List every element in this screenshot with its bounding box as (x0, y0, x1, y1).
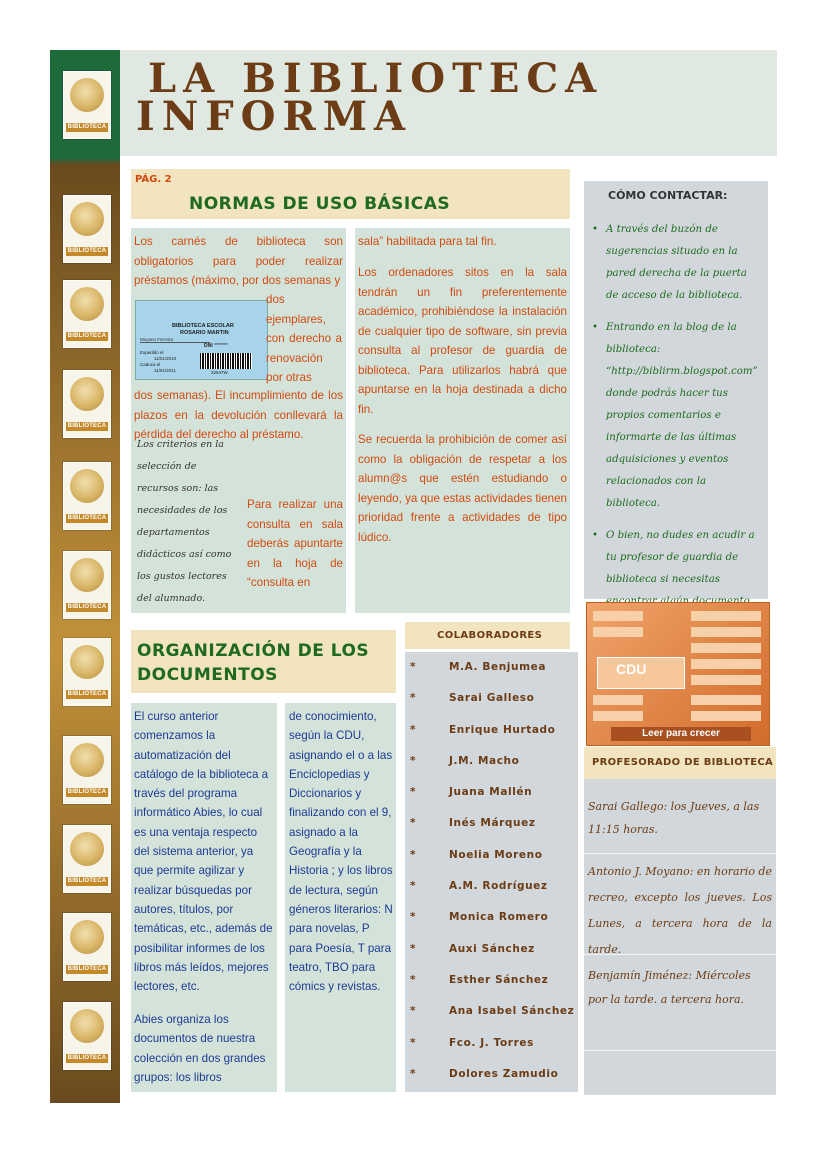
colaborador-name: Noelia Moreno (449, 848, 543, 861)
profesor-entry: Benjamín Jiménez: Miércoles por la tarde. a tercera hora. (588, 969, 751, 1006)
colaboradores-title: COLABORADORES (437, 630, 543, 641)
normas-text: dos ejemplares, con derecho a renovación por otras (266, 293, 342, 384)
colaborador-name: M.A. Benjumea (449, 661, 547, 673)
organizacion-title-line2: DOCUMENTOS (137, 665, 278, 685)
library-logo-image: BIBLIOTECA (63, 370, 111, 438)
normas-header-panel (131, 169, 570, 219)
library-logo-image: BIBLIOTECA (63, 913, 111, 981)
normas-text: Se recuerda la prohibición de comer así como la obligación de respetar a los alumn@s que estén estudiando o leyendo, ya que estas actividades tienen prioridad frente a actividades de tipo lúdico. (358, 433, 567, 544)
library-logo-image: BIBLIOTECA (63, 195, 111, 263)
normas-text: dos semanas). El incumplimiento de los plazos en la devolución conllevará la pérdida del derecho al préstamo. (134, 389, 343, 441)
card-barcode-number: 32947W (211, 370, 228, 375)
bullet-icon: * (410, 911, 417, 924)
organizacion-header-panel (131, 630, 396, 693)
profesor-entry: Antonio J. Moyano: en horario de recreo, excepto los jueves. Los Lunes, a tercera hora de la tarde. (588, 865, 772, 956)
bullet-icon: * (410, 817, 417, 830)
contacto-item: • O bien, no dudes en acudir a tu profesor de guardia de biblioteca si necesitas (592, 530, 755, 585)
bullet-icon: * (410, 1005, 417, 1018)
normas-text: Para realizar una consulta en sala deberás apuntarte en la hoja de “consulta en (247, 498, 343, 589)
poster-cdu-label: CDU (616, 661, 647, 677)
colaborador-item (405, 937, 578, 968)
library-logo-image: BIBLIOTECA (63, 736, 111, 804)
bullet-icon: * (410, 692, 417, 705)
colaborador-item (405, 749, 578, 780)
bullet-icon: * (410, 723, 417, 736)
colaborador-name: A.M. Rodríguez (449, 880, 548, 893)
normas-text: Los carnés de biblioteca son obligatorios para poder realizar préstamos (máximo, por dos semanas y (134, 235, 343, 287)
card-expires-label: Caduca el (140, 362, 161, 367)
colaborador-name: Dolores Zamudio (449, 1067, 559, 1080)
colaborador-item (405, 999, 578, 1030)
normas-column-1 (131, 228, 346, 613)
normas-text: Los ordenadores sitos en la sala tendrán un fin preferentemente académico, prohibiéndose la instalación de cualquier tipo de software, sin previa consulta al profesor de guardia de biblioteca. Para utilizarlos habrá que apuntarse en la hoja destinada a dicho fin. (358, 266, 567, 416)
library-card-image (135, 300, 268, 380)
colaborador-name: Fco. J. Torres (449, 1036, 534, 1049)
contacto-item: • A través del buzón de sugerencias situado en la pared derecha de la puerta de acceso de la biblioteca. (592, 224, 747, 301)
cdu-poster-image (586, 602, 770, 746)
normas-title: NORMAS DE USO BÁSICAS (189, 194, 451, 214)
library-logo-image: BIBLIOTECA (63, 280, 111, 348)
colaborador-name: Esther Sánchez (449, 973, 549, 986)
colaborador-item (405, 655, 578, 686)
colaboradores-header-panel (405, 622, 570, 649)
bullet-icon: * (410, 942, 417, 955)
colaborador-name: Auxi Sánchez (449, 942, 535, 955)
colaborador-item (405, 843, 578, 874)
bullet-icon: * (410, 754, 417, 767)
colaborador-name: Enrique Hurtado (449, 723, 556, 736)
colaboradores-list (405, 655, 578, 1093)
colaborador-item (405, 874, 578, 905)
organizacion-text: Abies organiza los documentos de nuestra colección en dos grandes grupos: los libros (134, 1013, 266, 1084)
bullet-icon: * (410, 848, 417, 861)
colaborador-item (405, 1062, 578, 1093)
colaborador-item (405, 718, 578, 749)
organizacion-title (137, 639, 369, 687)
bullet-icon: * (410, 880, 417, 893)
sidebar-decoration (50, 50, 120, 1103)
card-expires-date: 11/01/2011 (154, 368, 176, 373)
normas-text: sala” habilitada para tal fin. (358, 235, 497, 248)
card-line2: ROSARIO MARTIN (180, 330, 229, 336)
criterios-note: Los criterios en la selección de recursos son: las necesidades de los departamentos didácticos así como los gustos lectores del alumnado. (137, 439, 232, 604)
colaborador-name: Inés Márquez (449, 817, 536, 830)
library-logo-image: BIBLIOTECA (63, 71, 111, 139)
card-barcode (200, 353, 252, 369)
card-dni-value: ******* (214, 343, 228, 349)
colaborador-name: Sarai Galleso (449, 692, 535, 705)
bullet-icon: * (410, 661, 417, 673)
library-logo-image: BIBLIOTECA (63, 638, 111, 706)
card-line1: BIBLIOTECA ESCOLAR (172, 323, 234, 329)
bullet-icon: * (410, 1036, 417, 1049)
profesorado-panel (584, 779, 776, 1095)
page-number: PÁG. 2 (135, 174, 172, 185)
contacto-list (592, 219, 762, 613)
organizacion-text: de conocimiento, según la CDU, asignando el o a las Enciclopedias y Diccionarios y finalizando con el 9, asignado a la Geografía y la Historia ; y los libros de lectura, según géneros literarios: N para novelas, P para Poesía, T para teatro, TBO para cómics y revistas. (289, 710, 393, 994)
contacto-panel (584, 181, 768, 599)
library-logo-image: BIBLIOTECA (63, 551, 111, 619)
poster-caption: Leer para crecer (611, 727, 751, 741)
library-logo-image: BIBLIOTECA (63, 1002, 111, 1070)
colaborador-item (405, 1031, 578, 1062)
card-dni-label: DNI (204, 343, 213, 349)
card-name: Moyano Ferreira (140, 337, 210, 343)
normas-column-2 (355, 228, 570, 613)
colaborador-name: J.M. Macho (449, 754, 520, 767)
colaborador-item (405, 686, 578, 717)
contacto-title: CÓMO CONTACTAR: (608, 189, 728, 202)
colaborador-name: Monica Romero (449, 911, 549, 924)
profesorado-header-panel (584, 747, 776, 779)
colaborador-item (405, 811, 578, 842)
bullet-icon: * (410, 973, 417, 986)
colaborador-name: Juana Mallén (449, 786, 533, 799)
card-issued-label: Expedido el (140, 350, 164, 355)
colaborador-item (405, 968, 578, 999)
colaboradores-panel (405, 652, 578, 1092)
library-logo-image: BIBLIOTECA (63, 825, 111, 893)
organizacion-text: El curso anterior comenzamos la automatización del catálogo de la biblioteca a través del programa informático Abies, lo cual es una ventaja respecto del sistema anterior, ya que permite agilizar y realizar búsquedas por autores, títulos, por temáticas, etc., además de posibilitar informes de los libros más leídos, mejores lectores, etc. (134, 710, 273, 994)
organizacion-column-1 (131, 703, 277, 1092)
contacto-item: • Entrando en la blog de la biblioteca: “http://biblirm.blogspot.com” donde podrás hacer tus propios comentarios e informarte de las últimas adquisiciones y eventos relacionados con la biblioteca. (592, 322, 758, 509)
header-banner (120, 50, 777, 156)
bullet-icon: * (410, 786, 417, 799)
profesorado-title: PROFESORADO DE BIBLIOTECA (592, 757, 774, 768)
organizacion-column-2 (285, 703, 396, 1092)
colaborador-item (405, 780, 578, 811)
organizacion-title-line1: ORGANIZACIÓN DE LOS (137, 641, 370, 661)
card-issued-date: 11/01/2010 (154, 356, 177, 361)
page-title-line2: INFORMA (136, 93, 413, 140)
colaborador-item (405, 905, 578, 936)
library-logo-image: BIBLIOTECA (63, 462, 111, 530)
colaborador-name: Ana Isabel Sánchez (449, 1005, 575, 1018)
page-title-line1: LA BIBLIOTECA (148, 55, 604, 102)
profesor-entry: Sarai Gallego: los Jueves, a las 11:15 horas. (588, 800, 760, 836)
bullet-icon: * (410, 1067, 417, 1080)
